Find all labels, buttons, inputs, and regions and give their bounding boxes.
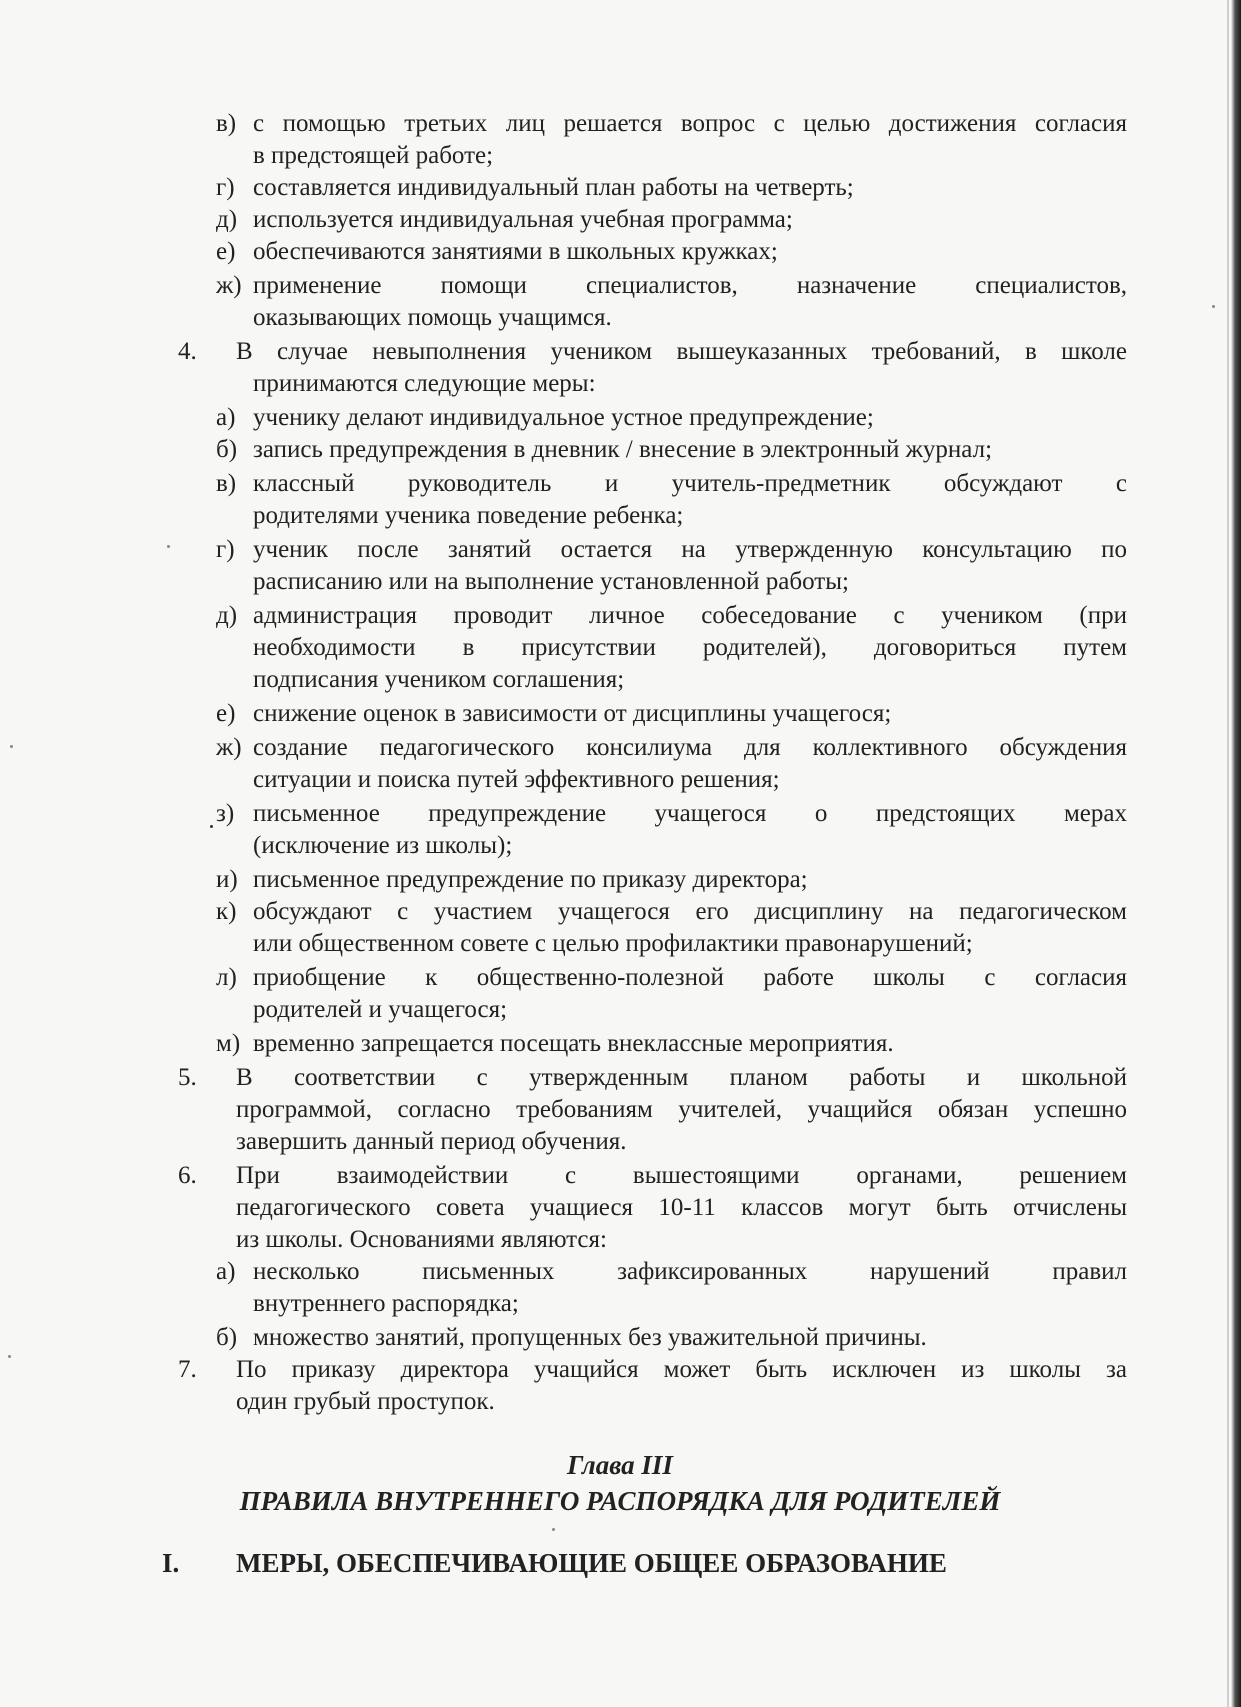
list-item-line: родителями ученика поведение ребенка; [253,502,684,529]
list-item-line: При взаимодействии с вышестоящими органами, решением [236,1162,1127,1189]
list-marker: г) [216,174,235,201]
list-item-line: расписанию или на выполнение установленной работы; [253,568,849,595]
section-title: МЕРЫ, ОБЕСПЕЧИВАЮЩИЕ ОБЩЕЕ ОБРАЗОВАНИЕ [236,1548,947,1578]
chapter-title: Глава III [567,1450,673,1480]
scan-speck [210,825,213,828]
list-item-line: В соответствии с утвержденным планом работы и школьной [236,1064,1127,1091]
list-item-line: ситуации и поиска путей эффективного решения; [253,766,780,793]
list-item-line: внутреннего распорядка; [253,1290,519,1317]
list-item-line: используется индивидуальная учебная программа; [253,206,793,233]
list-item-line: обсуждают с участием учащегося его дисциплину на педагогическом [253,898,1127,925]
list-item-line: необходимости в присутствии родителей), договориться путем [253,634,1127,661]
list-marker: е) [216,238,236,265]
list-item-line: В случае невыполнения учеником вышеуказанных требований, в школе [236,338,1127,365]
list-item-line: программой, согласно требованиям учителей, учащийся обязан успешно [236,1096,1127,1123]
list-item-line: (исключение из школы); [253,832,513,859]
list-item-line: ученику делают индивидуальное устное предупреждение; [253,404,874,431]
scan-speck [167,545,170,548]
list-item-line: администрация проводит личное собеседование с учеником (при [253,602,1127,629]
scan-speck [8,1355,11,1358]
list-item-line: в предстоящей работе; [253,142,494,169]
list-item-line: создание педагогического консилиума для коллективного обсуждения [253,734,1127,761]
list-marker: ж) [216,272,242,299]
list-item-line: несколько письменных зафиксированных нарушений правил [253,1258,1127,1285]
list-item-line: письменное предупреждение учащегося о предстоящих мерах [253,800,1127,827]
list-item-line: принимаются следующие меры: [253,370,596,397]
list-marker: д) [216,206,238,233]
list-number: 7. [178,1356,197,1383]
list-number: 6. [178,1162,197,1189]
list-marker: г) [216,536,235,563]
list-marker: в) [216,110,237,137]
list-item-line: из школы. Основаниями являются: [236,1226,607,1253]
list-item-line: классный руководитель и учитель-предметник обсуждают с [253,470,1127,497]
list-item-line: снижение оценок в зависимости от дисциплины учащегося; [253,700,892,727]
chapter-subtitle: ПРАВИЛА ВНУТРЕННЕГО РАСПОРЯДКА ДЛЯ РОДИТЕЛЕЙ [239,1486,1001,1516]
list-marker: а) [216,404,236,431]
list-item-line: запись предупреждения в дневник / внесение в электронный журнал; [253,436,993,463]
list-item-line: оказывающих помощь учащимся. [253,304,612,331]
list-item-line: приобщение к общественно-полезной работе школы с согласия [253,964,1127,991]
scan-edge-line [1227,0,1229,1707]
list-marker: к) [216,898,237,925]
scan-edge [1231,0,1241,1707]
list-marker: б) [216,436,238,463]
list-marker: м) [216,1030,241,1057]
list-item-line: составляется индивидуальный план работы на четверть; [253,174,854,201]
list-item-line: завершить данный период обучения. [236,1128,627,1155]
list-item-line: педагогического совета учащиеся 10-11 классов могут быть отчислены [236,1194,1127,1221]
list-marker: д) [216,602,238,629]
list-item-line: обеспечиваются занятиями в школьных кружках; [253,238,778,265]
list-item-line: временно запрещается посещать внеклассные мероприятия. [253,1030,894,1057]
list-marker: з) [216,800,235,827]
list-number: 5. [178,1064,197,1091]
list-marker: е) [216,700,236,727]
list-marker: и) [216,866,238,893]
list-item-line: родителей и учащегося; [253,996,508,1023]
list-marker: а) [216,1258,236,1285]
list-item-line: письменное предупреждение по приказу директора; [253,866,808,893]
scan-speck [552,1528,555,1531]
list-item-line: один грубый проступок. [236,1388,495,1415]
list-marker: л) [216,964,237,991]
list-item-line: ученик после занятий остается на утвержденную консультацию по [253,536,1127,563]
list-marker: б) [216,1324,238,1351]
section-number: I. [162,1548,180,1578]
list-number: 4. [178,338,197,365]
list-marker: ж) [216,734,242,761]
list-item-line: с помощью третьих лиц решается вопрос с целью достижения согласия [253,110,1127,137]
list-item-line: множество занятий, пропущенных без уважительной причины. [253,1324,927,1351]
list-marker: в) [216,470,237,497]
list-item-line: подписания учеником соглашения; [253,666,625,693]
list-item-line: применение помощи специалистов, назначение специалистов, [253,272,1127,299]
scan-speck [10,745,13,748]
scan-speck [1212,305,1215,308]
list-item-line: или общественном совете с целью профилактики правонарушений; [253,930,973,957]
list-item-line: По приказу директора учащийся может быть исключен из школы за [236,1356,1127,1383]
